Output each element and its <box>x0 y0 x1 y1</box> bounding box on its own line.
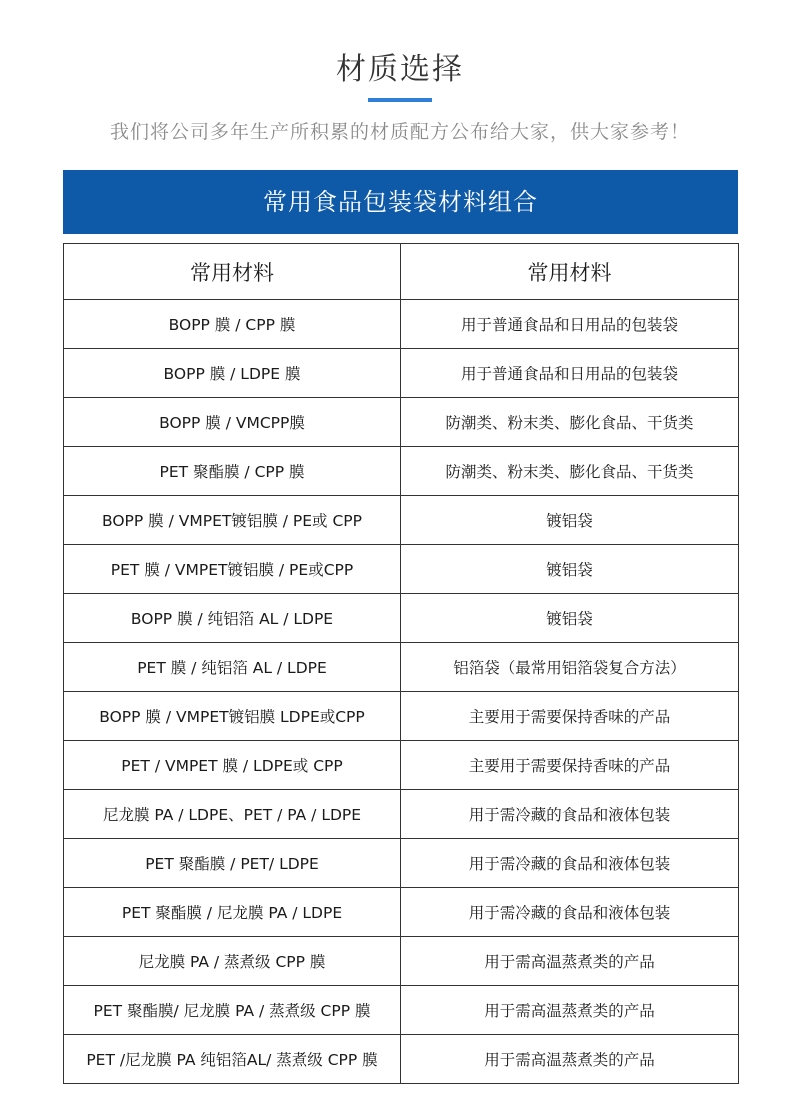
usage-cell: 主要用于需要保持香味的产品 <box>401 741 739 790</box>
material-cell: BOPP 膜 / 纯铝箔 AL / LDPE <box>64 594 401 643</box>
usage-cell: 防潮类、粉末类、膨化食品、干货类 <box>401 447 739 496</box>
table-row <box>64 300 739 349</box>
table-body <box>64 300 739 1084</box>
table-row <box>64 937 739 986</box>
material-cell: PET 聚酯膜/ 尼龙膜 PA / 蒸煮级 CPP 膜 <box>64 986 401 1035</box>
usage-cell: 主要用于需要保持香味的产品 <box>401 692 739 741</box>
table-row <box>64 398 739 447</box>
table-row <box>64 349 739 398</box>
table-row <box>64 545 739 594</box>
material-cell: BOPP 膜 / VMPET镀铝膜 / PE或 CPP <box>64 496 401 545</box>
table-row <box>64 741 739 790</box>
table-row <box>64 888 739 937</box>
material-cell: PET / VMPET 膜 / LDPE或 CPP <box>64 741 401 790</box>
usage-cell: 用于普通食品和日用品的包装袋 <box>401 300 739 349</box>
usage-cell: 镀铝袋 <box>401 594 739 643</box>
material-table <box>63 243 739 1084</box>
usage-cell: 镀铝袋 <box>401 545 739 594</box>
material-cell: PET 聚酯膜 / CPP 膜 <box>64 447 401 496</box>
usage-cell: 用于需高温蒸煮类的产品 <box>401 937 739 986</box>
material-cell: BOPP 膜 / CPP 膜 <box>64 300 401 349</box>
material-cell: 尼龙膜 PA / 蒸煮级 CPP 膜 <box>64 937 401 986</box>
table-row <box>64 643 739 692</box>
usage-cell: 镀铝袋 <box>401 496 739 545</box>
table-row <box>64 692 739 741</box>
table-row <box>64 986 739 1035</box>
usage-cell: 用于需冷藏的食品和液体包装 <box>401 839 739 888</box>
material-cell: PET 膜 / 纯铝箔 AL / LDPE <box>64 643 401 692</box>
material-cell: BOPP 膜 / LDPE 膜 <box>64 349 401 398</box>
usage-cell: 铝箔袋（最常用铝箔袋复合方法） <box>401 643 739 692</box>
column-header-material: 常用材料 <box>64 244 401 300</box>
material-cell: 尼龙膜 PA / LDPE、PET / PA / LDPE <box>64 790 401 839</box>
usage-cell: 用于需冷藏的食品和液体包装 <box>401 790 739 839</box>
table-row <box>64 790 739 839</box>
material-cell: PET 膜 / VMPET镀铝膜 / PE或CPP <box>64 545 401 594</box>
usage-cell: 用于普通食品和日用品的包装袋 <box>401 349 739 398</box>
table-row <box>64 496 739 545</box>
material-cell: PET 聚酯膜 / 尼龙膜 PA / LDPE <box>64 888 401 937</box>
table-row <box>64 1035 739 1084</box>
material-cell: BOPP 膜 / VMCPP膜 <box>64 398 401 447</box>
material-cell: PET /尼龙膜 PA 纯铝箔AL/ 蒸煮级 CPP 膜 <box>64 1035 401 1084</box>
table-row <box>64 594 739 643</box>
column-header-usage: 常用材料 <box>401 244 739 300</box>
table-header-row <box>64 244 739 300</box>
table-row <box>64 839 739 888</box>
page-subtitle: 我们将公司多年生产所积累的材质配方公布给大家，供大家参考！ <box>109 121 690 143</box>
usage-cell: 用于需冷藏的食品和液体包装 <box>401 888 739 937</box>
usage-cell: 防潮类、粉末类、膨化食品、干货类 <box>401 398 739 447</box>
usage-cell: 用于需高温蒸煮类的产品 <box>401 1035 739 1084</box>
table-banner: 常用食品包装袋材料组合 <box>63 170 738 234</box>
material-cell: BOPP 膜 / VMPET镀铝膜 LDPE或CPP <box>64 692 401 741</box>
usage-cell: 用于需高温蒸煮类的产品 <box>401 986 739 1035</box>
title-underline <box>368 98 432 102</box>
page-title: 材质选择 <box>336 52 464 87</box>
material-cell: PET 聚酯膜 / PET/ LDPE <box>64 839 401 888</box>
table-row <box>64 447 739 496</box>
